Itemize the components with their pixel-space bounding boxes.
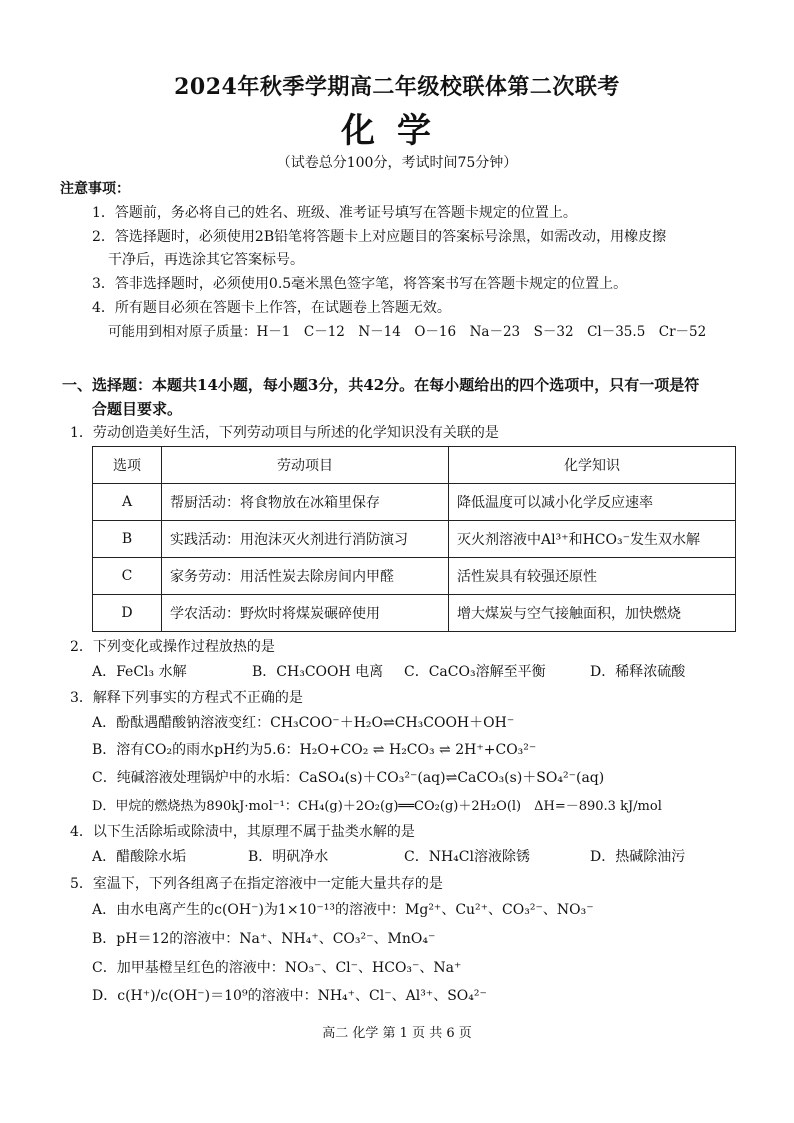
section-heading-cont: 合题目要求。 [92,400,183,418]
section-heading: 一、选择题：本题共14小题，每小题3分，共42分。在每小题给出的四个选项中，只有一项是符 [62,376,700,394]
table-header-row [93,447,736,484]
option-b: B．溶有CO₂的雨水pH约为5.6：H₂O+CO₂ ⇌ H₂CO₃ ⇌ 2H⁺+CO₃²⁻ [92,742,537,758]
table-header: 选项 [93,447,162,484]
table-cell: 学农活动：野炊时将煤炭碾碎使用 [162,595,449,632]
option-a: A．酚酞遇醋酸钠溶液变红：CH₃COO⁻＋H₂O⇌CH₃COOH＋OH⁻ [92,715,515,731]
table-row [93,484,736,521]
option-c: C．CaCO₃溶解至平衡 [404,664,546,680]
table-cell: C [93,558,162,595]
option-c: C．加甲基橙呈红色的溶液中：NO₃⁻、Cl⁻、HCO₃⁻、Na⁺ [92,960,462,976]
question-4-stem: 4．以下生活除垢或除渍中，其原理不属于盐类水解的是 [70,824,415,840]
question-2-stem: 2．下列变化或操作过程放热的是 [70,639,275,655]
option-c: C．NH₄Cl溶液除锈 [404,849,530,865]
option-d: D．甲烷的燃烧热为890kJ·mol⁻¹：CH₄(g)＋2O₂(g)══CO₂(g)＋2H₂O(l) ΔH=－890.3 kJ/mol [92,799,662,814]
exam-title: 2024年秋季学期高二年级校联体第二次联考 [174,74,620,100]
question-1-stem: 1．劳动创造美好生活，下列劳动项目与所述的化学知识没有关联的是 [70,425,499,441]
atomic-masses: 可能用到相对原子质量：H－1 C－12 N－14 O－16 Na－23 S－32 Cl－35.5 Cr－52 [108,324,707,340]
table-cell: 活性炭具有较强还原性 [449,558,736,595]
option-a: A．FeCl₃ 水解 [92,664,187,680]
option-b: B．pH＝12的溶液中：Na⁺、NH₄⁺、CO₃²⁻、MnO₄⁻ [92,931,436,947]
option-b: B．明矾净水 [248,849,329,865]
question-5-stem: 5．室温下，下列各组离子在指定溶液中一定能大量共存的是 [70,876,443,892]
note-item: 2．答选择题时，必须使用2B铅笔将答题卡上对应题目的答案标号涂黑，如需改动，用橡皮擦 [92,229,667,245]
table-cell: 帮厨活动：将食物放在冰箱里保存 [162,484,449,521]
option-c: C．纯碱溶液处理锅炉中的水垢：CaSO₄(s)＋CO₃²⁻(aq)⇌CaCO₃(s)＋SO₄²⁻(aq) [92,770,605,786]
option-b: B．CH₃COOH 电离 [252,664,384,680]
question-1-table [92,446,736,632]
table-cell: 降低温度可以减小化学反应速率 [449,484,736,521]
notes-title: 注意事项： [60,181,130,197]
option-a: A．醋酸除水垢 [92,849,187,865]
table-row [93,595,736,632]
note-item: 干净后，再选涂其它答案标号。 [108,252,304,268]
question-4-options [92,847,732,867]
option-d: D．c(H⁺)/c(OH⁻)＝10⁹的溶液中：NH₄⁺、Cl⁻、Al³⁺、SO₄²⁻ [92,988,487,1004]
question-2-options [92,662,732,682]
table-row [93,521,736,558]
option-a: A．由水电离产生的c(OH⁻)为1×10⁻¹³的溶液中：Mg²⁺、Cu²⁺、CO₃²⁻、NO₃⁻ [92,902,594,918]
option-d: D．稀释浓硫酸 [590,664,686,680]
note-item: 3．答非选择题时，必须使用0.5毫米黑色签字笔，将答案书写在答题卡规定的位置上。 [92,276,628,292]
table-cell: B [93,521,162,558]
table-header: 劳动项目 [162,447,449,484]
note-item: 1．答题前，务必将自己的姓名、班级、准考证号填写在答题卡规定的位置上。 [92,205,577,221]
exam-info: （试卷总分100分，考试时间75分钟） [276,155,518,171]
question-3-stem: 3．解释下列事实的方程式不正确的是 [70,690,303,706]
table-cell: 实践活动：用泡沫灭火剂进行消防演习 [162,521,449,558]
table-cell: 灭火剂溶液中Al³⁺和HCO₃⁻发生双水解 [449,521,736,558]
table-cell: A [93,484,162,521]
subject-title: 化学 [341,111,453,151]
option-d: D．热碱除油污 [590,849,686,865]
table-header: 化学知识 [449,447,736,484]
table-cell: D [93,595,162,632]
table-row [93,558,736,595]
table-cell: 增大煤炭与空气接触面积，加快燃烧 [449,595,736,632]
table-cell: 家务劳动：用活性炭去除房间内甲醛 [162,558,449,595]
note-item: 4．所有题目必须在答题卡上作答，在试题卷上答题无效。 [92,300,451,316]
page-footer: 高二 化学 第 1 页 共 6 页 [322,1026,472,1041]
